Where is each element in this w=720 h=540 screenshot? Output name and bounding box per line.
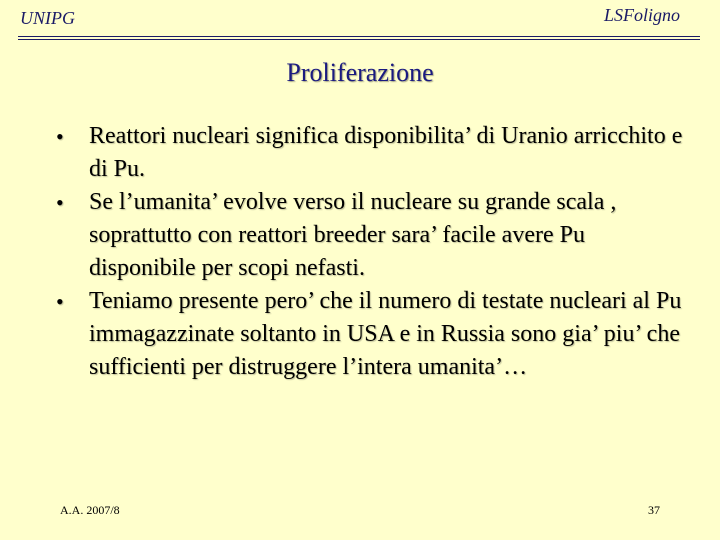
- bullet-item: [56, 285, 686, 384]
- footer-academic-year: A.A. 2007/8: [60, 503, 120, 517]
- header-rule-bottom: [18, 39, 700, 40]
- header-course: LSFoligno: [603, 5, 680, 25]
- bullet-text: Reattori nucleari significa disponibilita’ di Uranio arricchito e di Pu.: [89, 123, 683, 182]
- bullet-icon: •: [56, 124, 64, 149]
- header-rule-top: [18, 36, 700, 37]
- slide-title: Proliferazione: [286, 58, 434, 87]
- bullet-item: [56, 186, 686, 285]
- bullet-text: Teniamo presente pero’ che il numero di testate nucleari al Pu immagazzinate soltanto in USA e in Russia sono gia’ piu’ che sufficienti per distruggere l’intera umanita’…: [89, 288, 682, 380]
- footer-page-number: 37: [648, 503, 660, 517]
- bullet-icon: •: [56, 289, 64, 314]
- bullet-icon: •: [56, 190, 64, 215]
- bullet-item: [56, 120, 686, 186]
- bullet-list: [56, 120, 686, 384]
- bullet-text: Se l’umanita’ evolve verso il nucleare su grande scala , soprattutto con reattori breeder sara’ facile avere Pu disponibile per scopi nefasti.: [89, 189, 617, 281]
- header-institution: UNIPG: [20, 8, 75, 28]
